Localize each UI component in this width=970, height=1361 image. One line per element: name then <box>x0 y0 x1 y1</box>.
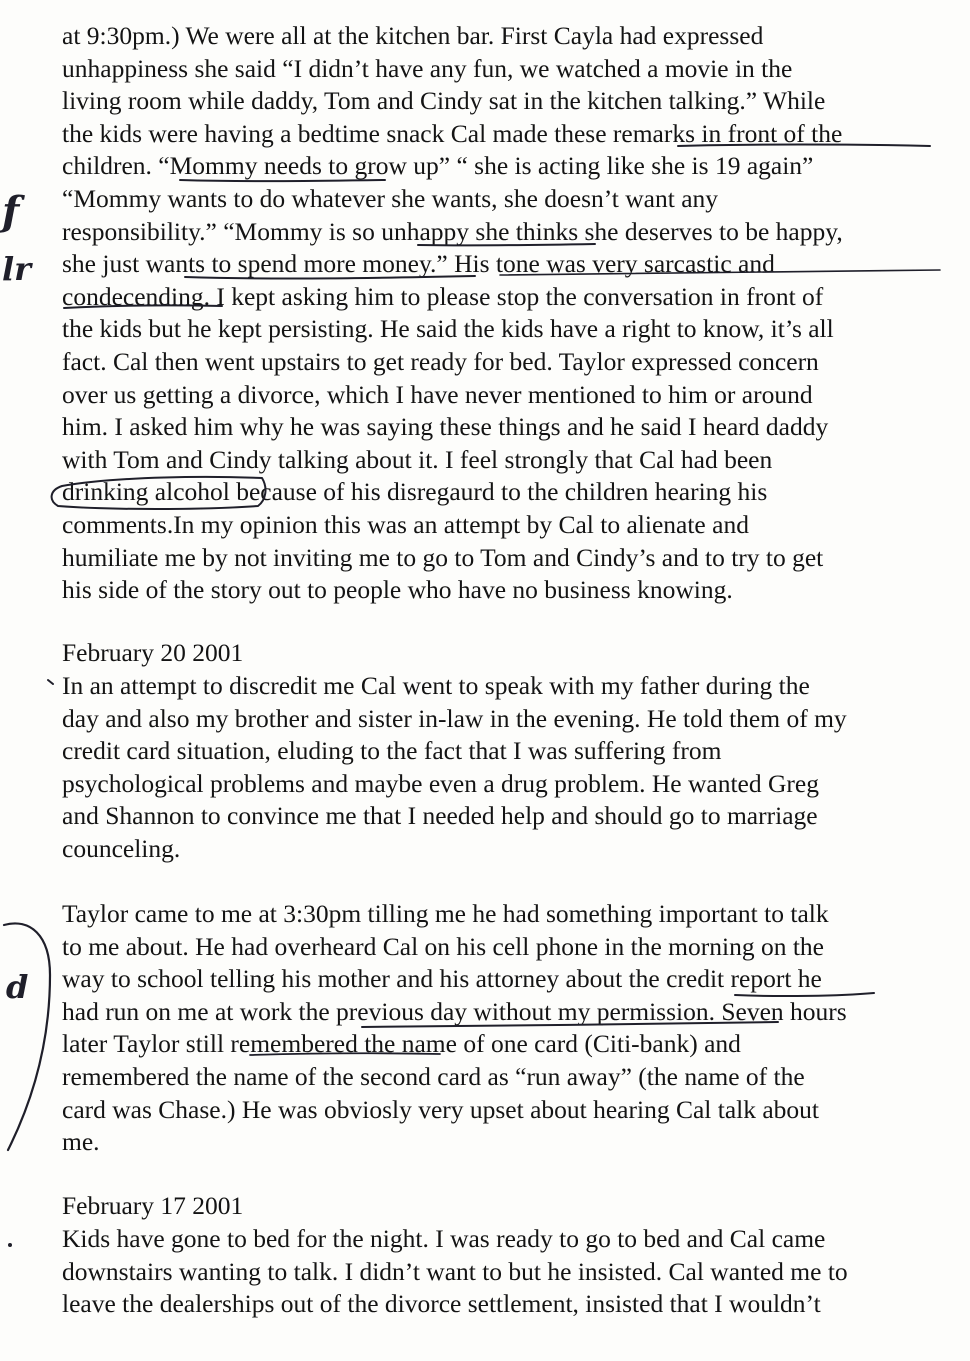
text-line: responsibility.” “Mommy is so unhappy she thinks she deserves to be happy, <box>62 216 843 246</box>
text-line: In an attempt to discredit me Cal went to speak with my father during the <box>62 671 810 700</box>
text-line: his side of the story out to people who have no business knowing. <box>62 575 733 605</box>
journal-paragraph-credit-report <box>62 898 942 1159</box>
margin-note: d <box>6 968 29 1006</box>
journal-paragraph-kitchen-bar <box>62 20 942 607</box>
text-line: living room while daddy, Tom and Cindy sat in the kitchen talking.” While <box>62 86 826 116</box>
margin-tick-mark <box>48 680 53 684</box>
text-line: with Tom and Cindy talking about it. I feel strongly that Cal had been <box>62 444 773 474</box>
text-line: humiliate me by not inviting me to go to Tom and Cindy’s and to try to get <box>62 542 824 572</box>
text-line: she just wants to spend more money.” His tone was very sarcastic and <box>62 249 775 279</box>
entry-date-heading <box>62 1190 942 1223</box>
journal-paragraph-settlement <box>62 1223 942 1321</box>
text-line: day and also my brother and sister in-law in the evening. He told them of my <box>62 703 847 733</box>
margin-bracket-mark <box>4 923 50 1150</box>
entry-date-heading <box>62 637 942 670</box>
text-line: over us getting a divorce, which I have never mentioned to him or around <box>62 379 813 409</box>
text-line: way to school telling his mother and his attorney about the credit report he <box>62 964 822 994</box>
text-line: the kids were having a bedtime snack Cal made these remarks in front of the <box>62 118 843 148</box>
journal-paragraph-discredit <box>62 670 942 866</box>
entry-date: February 17 2001 <box>62 1191 244 1220</box>
text-line: at 9:30pm.) We were all at the kitchen bar. First Cayla had expressed <box>62 21 764 50</box>
text-line: the kids but he kept persisting. He said the kids have a right to know, it’s all <box>62 314 834 344</box>
text-line: card was Chase.) He was obviosly very upset about hearing Cal talk about <box>62 1094 820 1124</box>
text-line: him. I asked him why he was saying these things and he said I heard daddy <box>62 412 829 442</box>
text-line: leave the dealerships out of the divorce settlement, insisted that I wouldn’t <box>62 1289 821 1319</box>
text-line: condecending. I kept asking him to please stop the conversation in front of <box>62 281 824 311</box>
text-line: remembered the name of the second card as “run away” (the name of the <box>62 1061 805 1091</box>
text-line: “Mommy wants to do whatever she wants, she doesn’t want any <box>62 183 719 213</box>
text-line: children. “Mommy needs to grow up” “ she is acting like she is 19 again” <box>62 151 814 181</box>
text-line: downstairs wanting to talk. I didn’t want to but he insisted. Cal wanted me to <box>62 1256 848 1286</box>
text-line: psychological problems and maybe even a drug problem. He wanted Greg <box>62 768 819 798</box>
text-line: drinking alcohol because of his disregaurd to the children hearing his <box>62 477 768 507</box>
text-line: unhappiness she said “I didn’t have any fun, we watched a movie in the <box>62 53 793 83</box>
text-line: Kids have gone to bed for the night. I was ready to go to bed and Cal came <box>62 1224 826 1253</box>
text-line: comments.In my opinion this was an attempt by Cal to alienate and <box>62 509 749 539</box>
entry-date: February 20 2001 <box>62 638 244 667</box>
margin-dot-mark <box>8 1243 12 1247</box>
text-line: credit card situation, eluding to the fact that I was suffering from <box>62 736 722 766</box>
text-line: fact. Cal then went upstairs to get ready for bed. Taylor expressed concern <box>62 346 819 376</box>
margin-note: lr <box>2 250 32 288</box>
text-line: counceling. <box>62 833 181 863</box>
text-line: to me about. He had overheard Cal on his cell phone in the morning on the <box>62 931 824 961</box>
text-line: had run on me at work the previous day without my permission. Seven hours <box>62 996 847 1026</box>
text-line: Taylor came to me at 3:30pm tilling me he had something important to talk <box>62 899 829 928</box>
margin-note: f <box>2 188 20 235</box>
text-line: me. <box>62 1127 100 1157</box>
text-line: later Taylor still remembered the name of one card (Citi-bank) and <box>62 1029 741 1059</box>
text-line: and Shannon to convince me that I needed help and should go to marriage <box>62 801 818 831</box>
